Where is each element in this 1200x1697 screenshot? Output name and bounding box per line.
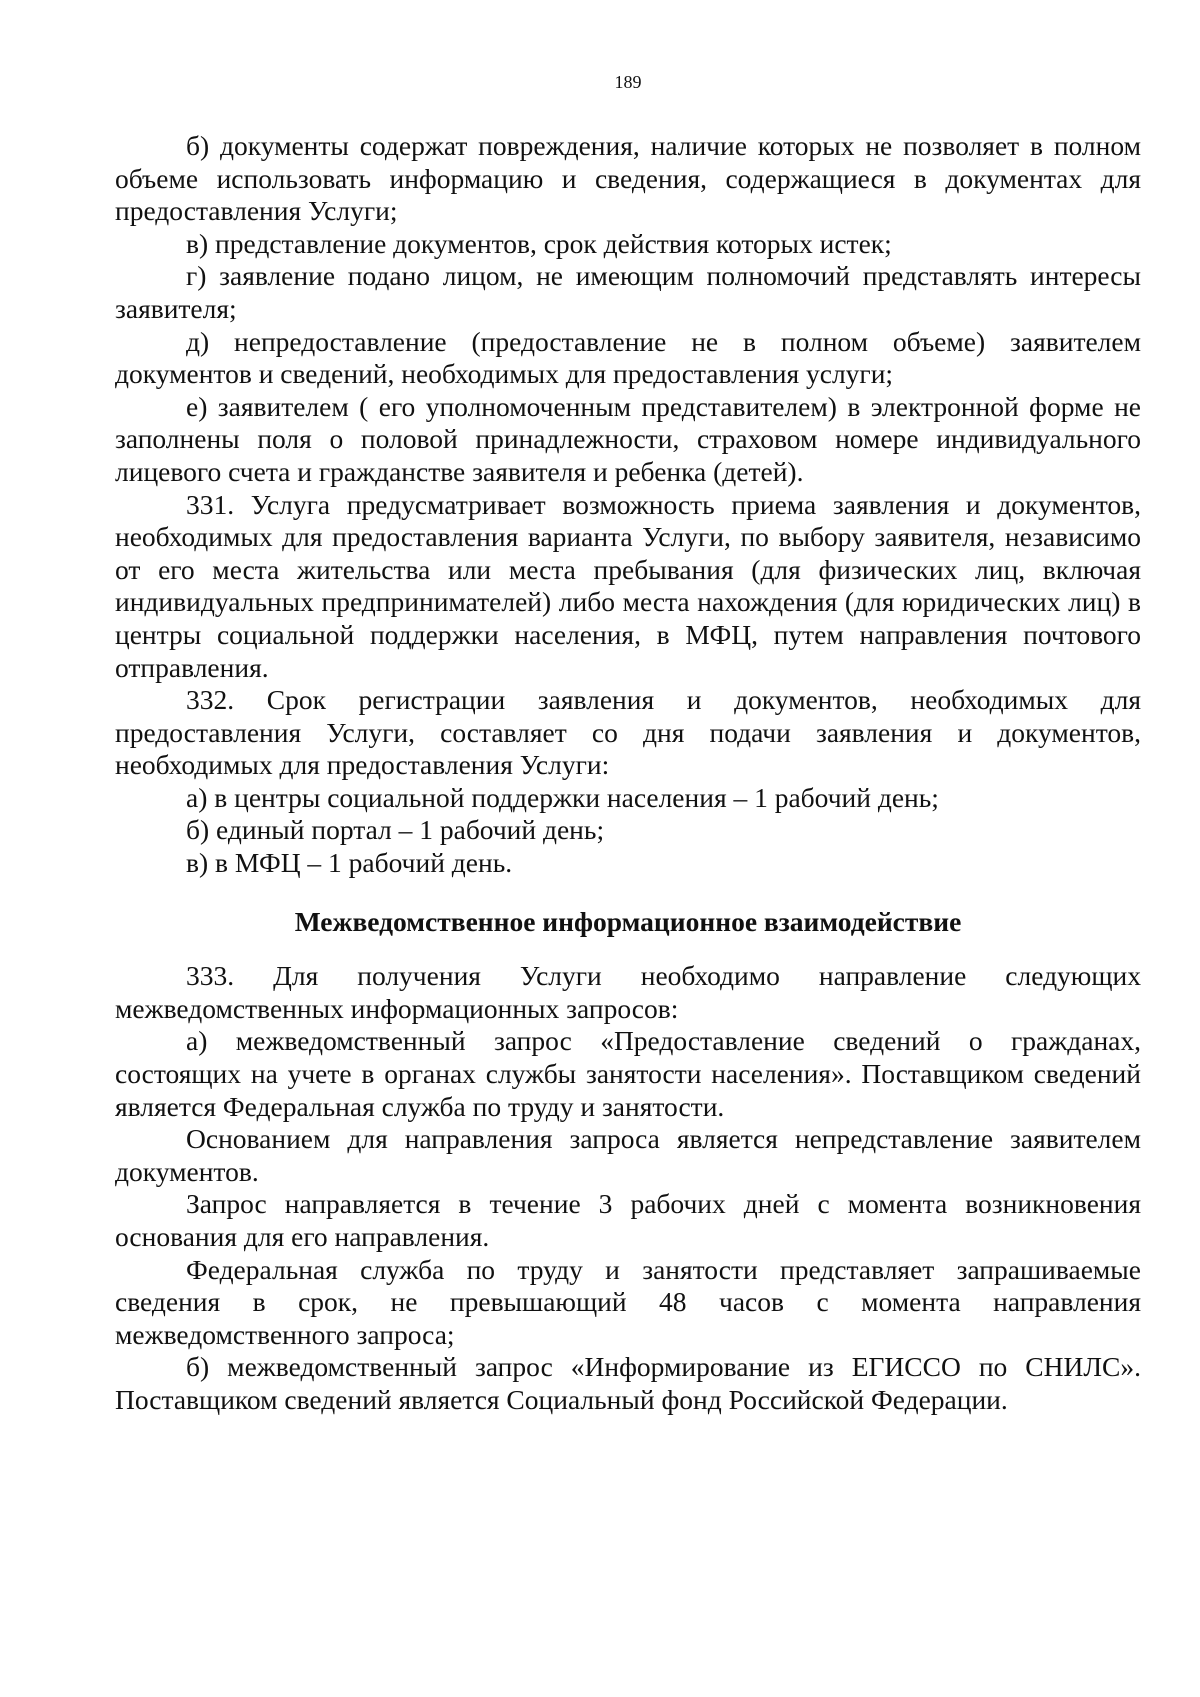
paragraph-333-item-b: б) межведомственный запрос «Информирование из ЕГИССО по СНИЛС». Поставщиком сведений является Социальный фонд Российской Федерации. [115,1351,1141,1415]
paragraph-item-d-incomplete-documents: д) непредоставление (предоставление не в полном объеме) заявителем документов и сведений, необходимых для предоставления услуги; [115,325,1141,390]
paragraph-item-e-empty-fields: е) заявителем ( его уполномоченным представителем) в электронной форме не заполнены поля о половой принадлежности, страховом номере индивидуального лицевого счета и гражданстве заявителя и ребенка (детей). [115,390,1141,487]
section-heading: Межведомственное информационное взаимодействие [294,905,962,937]
paragraph-332-item-a: а) в центры социальной поддержки населения – 1 рабочий день; [186,781,939,813]
paragraph-332-item-v: в) в МФЦ – 1 рабочий день. [186,847,513,879]
paragraph-333-item-a: а) межведомственный запрос «Предоставление сведений о гражданах, состоящих на учете в органах службы занятости населения». Поставщиком сведений является Федеральная служба по труду и занятости. [115,1025,1141,1122]
paragraph-332: 332. Срок регистрации заявления и документов, необходимых для предоставления Услуги, составляет со дня подачи заявления и документов, необходимых для предоставления Услуги: [115,684,1141,781]
page-number: 189 [614,72,642,92]
paragraph-response-timing: Федеральная служба по труду и занятости представляет запрашиваемые сведения в срок, не превышающий 48 часов с момента направления межведомственного запроса; [115,1253,1141,1350]
paragraph-item-b-damaged-documents: б) документы содержат повреждения, наличие которых не позволяет в полном объеме использовать информацию и сведения, содержащиеся в документах для предоставления Услуги; [115,130,1141,227]
paragraph-request-timing: Запрос направляется в течение 3 рабочих дней с момента возникновения основания для его направления. [115,1188,1141,1252]
paragraph-item-v-expired-documents: в) представление документов, срок действия которых истек; [186,227,892,259]
paragraph-request-basis: Основанием для направления запроса является непредставление заявителем документов. [115,1123,1141,1187]
document-body [115,130,1141,1417]
paragraph-item-g-no-authority: г) заявление подано лицом, не имеющим полномочий представлять интересы заявителя; [115,260,1141,324]
paragraph-333: 333. Для получения Услуги необходимо направление следующих межведомственных информационных запросов: [115,960,1141,1024]
paragraph-332-item-b: б) единый портал – 1 рабочий день; [186,814,605,846]
paragraph-331: 331. Услуга предусматривает возможность приема заявления и документов, необходимых для предоставления варианта Услуги, по выбору заявителя, независимо от его места жительства или места пребывания (для физических лиц, включая индивидуальных предпринимателей) либо места нахождения (для юридических лиц) в центры социальной поддержки населения, в МФЦ, путем направления почтового отправления. [115,488,1141,683]
